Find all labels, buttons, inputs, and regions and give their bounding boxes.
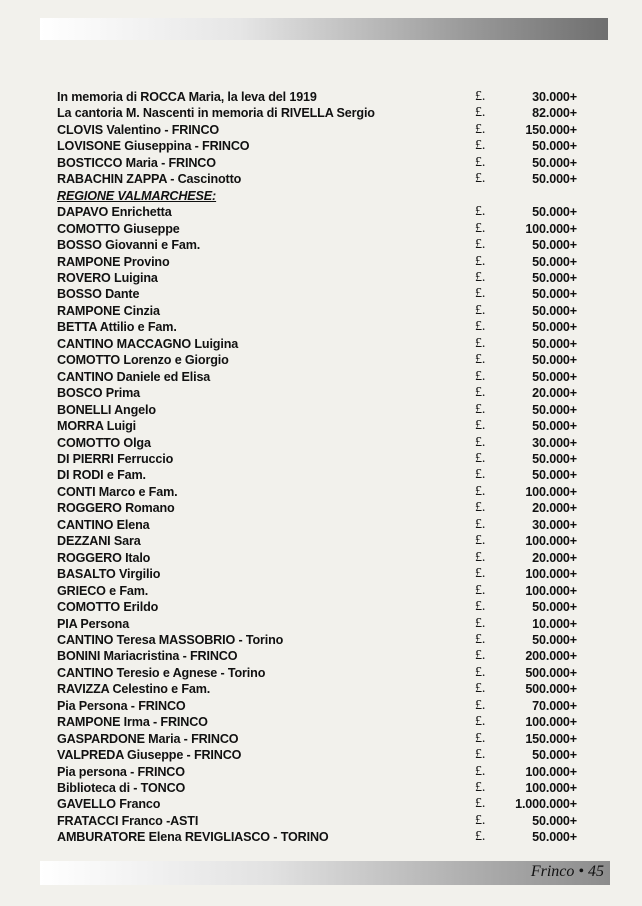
currency-symbol: £. — [475, 549, 486, 565]
donation-row — [57, 171, 577, 187]
donation-amount: 20.000+ — [532, 386, 577, 401]
donation-amount: 50.000+ — [532, 353, 577, 368]
donation-row — [57, 813, 577, 829]
currency-symbol: £. — [475, 204, 486, 220]
donor-name: RABACHIN ZAPPA - Cascinotto — [57, 172, 242, 187]
donation-row — [57, 286, 577, 302]
donation-amount: 1.000.000+ — [515, 797, 577, 812]
currency-symbol: £. — [475, 566, 486, 582]
donation-row — [57, 566, 577, 582]
donor-name: BONELLI Angelo — [57, 402, 156, 417]
donation-amount: 150.000+ — [525, 731, 577, 746]
donor-name: RAMPONE Cinzia — [57, 303, 160, 318]
donation-amount: 200.000+ — [525, 649, 577, 664]
currency-symbol: £. — [475, 796, 486, 812]
donation-amount: 50.000+ — [532, 205, 577, 220]
donation-row — [57, 764, 577, 780]
header-gradient-bar — [40, 18, 608, 40]
currency-symbol: £. — [475, 730, 486, 746]
donation-row — [57, 517, 577, 533]
currency-symbol: £. — [475, 237, 486, 253]
donation-row — [57, 648, 577, 664]
donor-name: In memoria di ROCCA Maria, la leva del 1919 — [57, 90, 317, 104]
donation-row — [57, 500, 577, 516]
donor-name: COMOTTO Lorenzo e Giorgio — [57, 353, 229, 368]
donor-name: CANTINO Teresio e Agnese - Torino — [57, 665, 266, 680]
donation-row — [57, 319, 577, 335]
donation-amount: 50.000+ — [532, 270, 577, 285]
currency-symbol: £. — [475, 780, 486, 796]
currency-symbol: £. — [475, 368, 486, 384]
donation-row — [57, 550, 577, 566]
donor-name: BOSSO Dante — [57, 287, 140, 302]
currency-symbol: £. — [475, 220, 486, 236]
currency-symbol: £. — [475, 516, 486, 532]
donation-amount: 50.000+ — [532, 402, 577, 417]
donation-amount: 500.000+ — [525, 682, 577, 697]
donor-name: BONINI Mariacristina - FRINCO — [57, 649, 238, 664]
donation-amount: 500.000+ — [525, 665, 577, 680]
donor-name: GAVELLO Franco — [57, 797, 161, 812]
donation-list — [57, 89, 577, 846]
currency-symbol: £. — [475, 352, 486, 368]
section-heading — [57, 188, 577, 204]
donation-amount: 50.000+ — [532, 303, 577, 318]
currency-symbol: £. — [475, 401, 486, 417]
donor-name: RAMPONE Irma - FRINCO — [57, 715, 208, 730]
donor-name: CLOVIS Valentino - FRINCO — [57, 122, 220, 137]
donation-row — [57, 632, 577, 648]
donation-row — [57, 714, 577, 730]
donation-amount: 50.000+ — [532, 320, 577, 335]
donation-amount: 100.000+ — [525, 534, 577, 549]
donor-name: VALPREDA Giuseppe - FRINCO — [57, 748, 242, 763]
donor-name: LOVISONE Giuseppina - FRINCO — [57, 139, 250, 154]
donation-row — [57, 385, 577, 401]
currency-symbol: £. — [475, 121, 486, 137]
donation-row — [57, 533, 577, 549]
donation-amount: 30.000+ — [532, 435, 577, 450]
donor-name: COMOTTO Giuseppe — [57, 221, 180, 236]
donation-row — [57, 270, 577, 286]
currency-symbol: £. — [475, 483, 486, 499]
donor-name: ROGGERO Italo — [57, 550, 151, 565]
donation-amount: 50.000+ — [532, 139, 577, 154]
donation-amount: 50.000+ — [532, 336, 577, 351]
donation-row — [57, 105, 577, 121]
currency-symbol: £. — [475, 89, 486, 104]
donation-amount: 50.000+ — [532, 468, 577, 483]
donor-name: BOSTICCO Maria - FRINCO — [57, 155, 216, 170]
donation-row — [57, 681, 577, 697]
currency-symbol: £. — [475, 599, 486, 615]
donation-row — [57, 352, 577, 368]
donation-row — [57, 204, 577, 220]
donation-amount: 50.000+ — [532, 238, 577, 253]
currency-symbol: £. — [475, 154, 486, 170]
donation-row — [57, 829, 577, 845]
donor-name: GRIECO e Fam. — [57, 583, 149, 598]
donation-row — [57, 616, 577, 632]
currency-symbol: £. — [475, 615, 486, 631]
currency-symbol: £. — [475, 533, 486, 549]
donation-amount: 20.000+ — [532, 501, 577, 516]
donation-amount: 50.000+ — [532, 748, 577, 763]
currency-symbol: £. — [475, 763, 486, 779]
donation-amount: 50.000+ — [532, 287, 577, 302]
donation-amount: 100.000+ — [525, 715, 577, 730]
donation-amount: 50.000+ — [532, 369, 577, 384]
donation-amount: 100.000+ — [525, 764, 577, 779]
donor-name: BETTA Attilio e Fam. — [57, 320, 177, 335]
donation-amount: 30.000+ — [532, 90, 577, 104]
donation-amount: 150.000+ — [525, 122, 577, 137]
donor-name: CANTINO Daniele ed Elisa — [57, 369, 211, 384]
donation-amount: 50.000+ — [532, 172, 577, 187]
donor-name: RAVIZZA Celestino e Fam. — [57, 682, 211, 697]
donation-amount: 100.000+ — [525, 583, 577, 598]
donation-amount: 100.000+ — [525, 484, 577, 499]
donation-row — [57, 237, 577, 253]
donor-name: CANTINO Elena — [57, 517, 150, 532]
donation-row — [57, 303, 577, 319]
donation-amount: 50.000+ — [532, 830, 577, 845]
donor-name: BOSCO Prima — [57, 386, 141, 401]
donor-name: BASALTO Virgilio — [57, 567, 161, 582]
currency-symbol: £. — [475, 171, 486, 187]
donation-row — [57, 435, 577, 451]
donation-amount: 50.000+ — [532, 632, 577, 647]
currency-symbol: £. — [475, 418, 486, 434]
donor-name: Pia Persona - FRINCO — [57, 698, 186, 713]
donation-row — [57, 747, 577, 763]
donor-name: GASPARDONE Maria - FRINCO — [57, 731, 239, 746]
donation-row — [57, 369, 577, 385]
currency-symbol: £. — [475, 582, 486, 598]
currency-symbol: £. — [475, 319, 486, 335]
currency-symbol: £. — [475, 335, 486, 351]
donor-name: Biblioteca di - TONCO — [57, 781, 186, 796]
currency-symbol: £. — [475, 812, 486, 828]
donation-row — [57, 665, 577, 681]
donor-name: DI PIERRI Ferruccio — [57, 451, 174, 466]
currency-symbol: £. — [475, 664, 486, 680]
donation-row — [57, 418, 577, 434]
donation-row — [57, 484, 577, 500]
currency-symbol: £. — [475, 385, 486, 401]
donor-name: DAPAVO Enrichetta — [57, 205, 172, 220]
donation-amount: 20.000+ — [532, 550, 577, 565]
donor-name: La cantoria M. Nascenti in memoria di RIVELLA Sergio — [57, 106, 375, 121]
currency-symbol: £. — [475, 681, 486, 697]
donor-name: CANTINO MACCAGNO Luigina — [57, 336, 239, 351]
currency-symbol: £. — [475, 714, 486, 730]
donor-name: DI RODI e Fam. — [57, 468, 146, 483]
donation-row — [57, 698, 577, 714]
donation-row — [57, 138, 577, 154]
donation-amount: 100.000+ — [525, 567, 577, 582]
donation-row — [57, 599, 577, 615]
currency-symbol: £. — [475, 648, 486, 664]
currency-symbol: £. — [475, 302, 486, 318]
donor-name: Pia persona - FRINCO — [57, 764, 185, 779]
currency-symbol: £. — [475, 253, 486, 269]
currency-symbol: £. — [475, 138, 486, 154]
donor-name: AMBURATORE Elena REVIGLIASCO - TORINO — [57, 830, 329, 845]
donor-name: COMOTTO Erildo — [57, 600, 159, 615]
donation-row — [57, 254, 577, 270]
donation-amount: 100.000+ — [525, 781, 577, 796]
donation-amount: 50.000+ — [532, 155, 577, 170]
currency-symbol: £. — [475, 500, 486, 516]
donor-name: COMOTTO Olga — [57, 435, 151, 450]
donation-amount: 50.000+ — [532, 813, 577, 828]
donation-amount: 100.000+ — [525, 221, 577, 236]
currency-symbol: £. — [475, 829, 486, 845]
donation-amount: 70.000+ — [532, 698, 577, 713]
donor-name: FRATACCI Franco -ASTI — [57, 813, 199, 828]
currency-symbol: £. — [475, 434, 486, 450]
donation-row — [57, 780, 577, 796]
donor-name: ROGGERO Romano — [57, 501, 175, 516]
donation-amount: 50.000+ — [532, 254, 577, 269]
donor-name: REGIONE VALMARCHESE: — [57, 188, 217, 203]
currency-symbol: £. — [475, 269, 486, 285]
currency-symbol: £. — [475, 286, 486, 302]
donor-name: BOSSO Giovanni e Fam. — [57, 238, 201, 253]
donation-row — [57, 221, 577, 237]
donor-name: ROVERO Luigina — [57, 270, 158, 285]
donation-amount: 10.000+ — [532, 616, 577, 631]
donation-amount: 50.000+ — [532, 600, 577, 615]
donation-row — [57, 155, 577, 171]
donation-amount: 50.000+ — [532, 419, 577, 434]
donation-row — [57, 731, 577, 747]
page-footer: Frinco • 45 — [530, 863, 604, 880]
currency-symbol: £. — [475, 631, 486, 647]
donation-amount: 82.000+ — [532, 106, 577, 121]
donation-row — [57, 336, 577, 352]
donor-name: MORRA Luigi — [57, 419, 137, 434]
donation-row — [57, 89, 577, 105]
donation-row — [57, 583, 577, 599]
donation-amount: 50.000+ — [532, 451, 577, 466]
currency-symbol: £. — [475, 697, 486, 713]
footer-gradient-bar — [40, 861, 610, 885]
donor-name: DEZZANI Sara — [57, 534, 141, 549]
donation-row — [57, 796, 577, 812]
currency-symbol: £. — [475, 450, 486, 466]
donor-name: RAMPONE Provino — [57, 254, 170, 269]
donor-name: PIA Persona — [57, 616, 130, 631]
donation-row — [57, 451, 577, 467]
currency-symbol: £. — [475, 467, 486, 483]
donation-amount: 30.000+ — [532, 517, 577, 532]
donation-row — [57, 402, 577, 418]
donor-name: CONTI Marco e Fam. — [57, 484, 178, 499]
donation-row — [57, 122, 577, 138]
currency-symbol: £. — [475, 747, 486, 763]
donor-name: CANTINO Teresa MASSOBRIO - Torino — [57, 632, 284, 647]
currency-symbol: £. — [475, 105, 486, 121]
donation-row — [57, 467, 577, 483]
